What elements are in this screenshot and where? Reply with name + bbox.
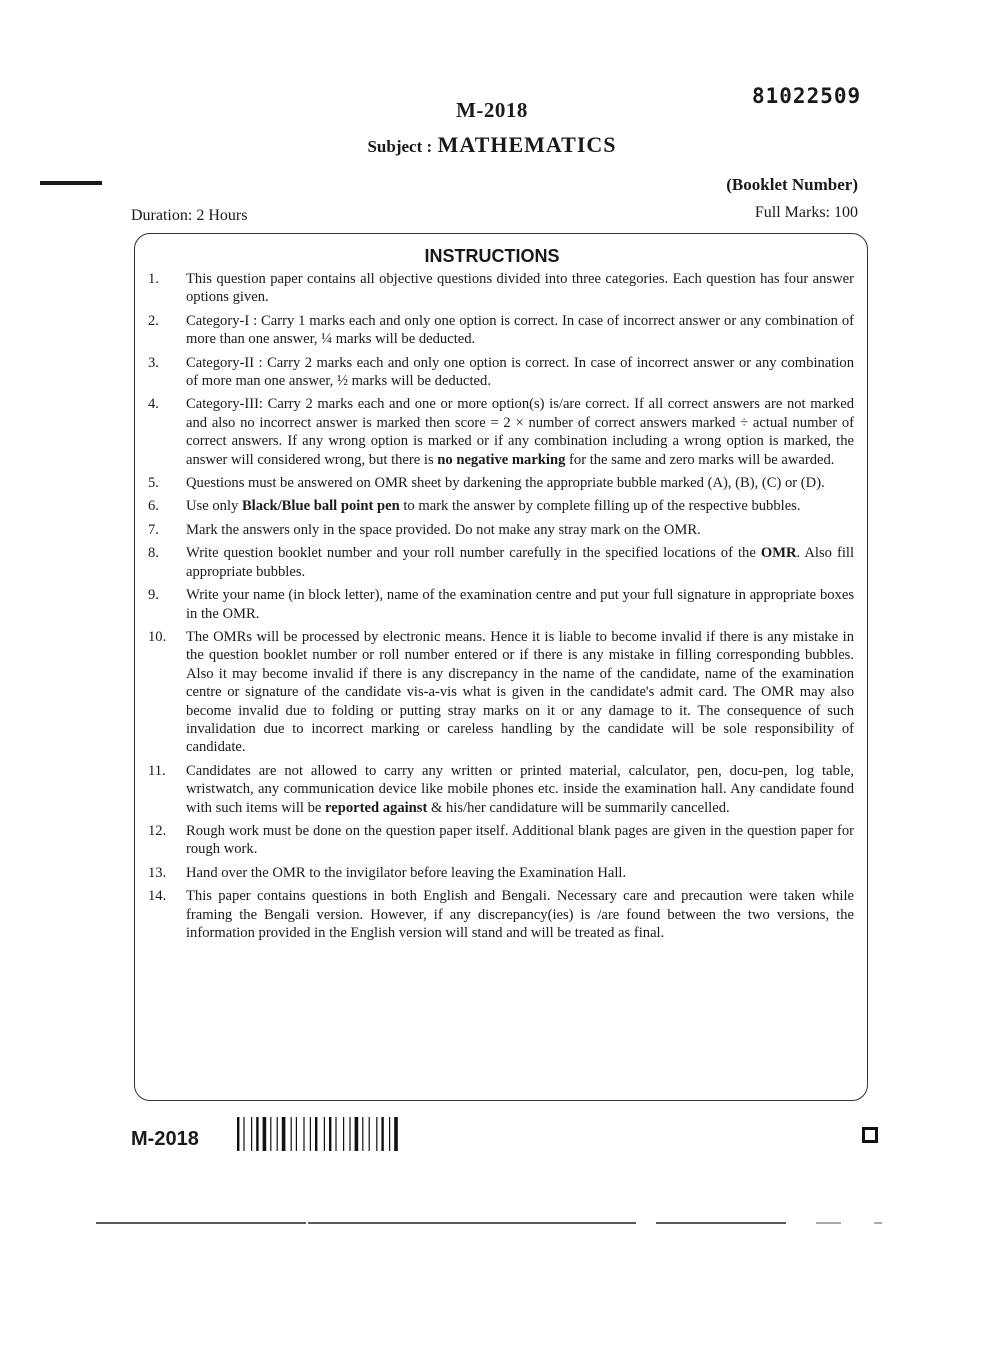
instruction-item [140, 354, 854, 391]
instruction-number: 4. [148, 396, 159, 413]
instruction-text: This paper contains questions in both English and Bengali. Necessary care and precaution were taken while framing the Bengali version. However, if any discrepancy(ies) is /are found between the two versions, the information provided in the English version will stand and will be treated as final. [186, 888, 854, 941]
square-outline-icon [862, 1127, 878, 1143]
instruction-number: 1. [148, 271, 159, 287]
instruction-text: Mark the answers only in the space provided. Do not make any stray mark on the OMR. [186, 521, 701, 538]
instruction-text: This question paper contains all objective questions divided into three categories. Each question has four answer options given. [186, 271, 854, 306]
instruction-emphasis: no negative marking [437, 451, 566, 468]
instruction-text: to mark the answer by complete filling up of the respective bubbles. [399, 498, 801, 515]
instruction-number: 3. [148, 354, 159, 371]
instruction-text: Hand over the OMR to the invigilator before leaving the Examination Hall. [186, 864, 627, 881]
instruction-text: & his/her candidature will be summarily cancelled. [427, 799, 730, 816]
instruction-emphasis: Black/Blue ball point pen [241, 498, 400, 515]
instruction-number: 10. [148, 628, 167, 645]
instruction-number: 5. [148, 475, 159, 492]
instruction-text: Use only [186, 498, 242, 515]
instruction-item [140, 521, 854, 539]
instruction-item [140, 762, 854, 817]
instruction-emphasis: OMR [760, 545, 797, 562]
subject-line [0, 132, 984, 158]
instruction-text: Candidates are not allowed to carry any written or printed material, calculator, pen, docu-pen, log table, wristwatch, any communication device like mobile phones etc. inside the examination hall. Any candidate found with such items will be [186, 762, 854, 816]
booklet-number: 81022509 [752, 84, 862, 108]
instruction-number: 12. [148, 822, 167, 839]
instruction-text: Category-II : Carry 2 marks each and only one option is correct. In case of incorrect answer or any combination of more man one answer, ½ marks will be deducted. [186, 354, 854, 390]
duration: Duration: 2 Hours [131, 207, 248, 224]
instruction-item [140, 544, 854, 581]
instruction-number: 13. [148, 864, 167, 881]
instructions-list [140, 270, 854, 947]
subject-label: Subject : [367, 137, 433, 156]
barcode-icon [237, 1117, 417, 1151]
instruction-item [140, 822, 854, 859]
instruction-item [140, 497, 854, 515]
instruction-item [140, 312, 854, 349]
instruction-item [140, 628, 854, 757]
instruction-number: 8. [148, 545, 159, 562]
instruction-item [140, 887, 854, 942]
footer-exam-code: M-2018 [131, 1128, 199, 1150]
instruction-number: 9. [148, 587, 159, 604]
instruction-text: Category-I : Carry 1 marks each and only one option is correct. In case of incorrect answer or any combination of more than one answer, ¼ marks will be deducted. [186, 312, 854, 348]
subject-value: MATHEMATICS [437, 132, 617, 157]
instruction-item [140, 864, 854, 882]
instruction-text: Write your name (in block letter), name of the examination centre and put your full signature in appropriate boxes in the OMR. [186, 587, 854, 622]
instruction-item [140, 395, 854, 469]
bottom-rule [96, 1221, 882, 1225]
booklet-number-label: (Booklet Number) [726, 175, 858, 194]
instruction-item [140, 586, 854, 623]
instruction-text: for the same and zero marks will be awarded. [565, 451, 835, 468]
margin-dash [40, 181, 102, 185]
instruction-number: 14. [148, 888, 167, 905]
instruction-text: Questions must be answered on OMR sheet by darkening the appropriate bubble marked (A), (B), (C) or (D). [186, 475, 825, 492]
instruction-item [140, 474, 854, 492]
instruction-text: Rough work must be done on the question paper itself. Additional blank pages are given in the question paper for rough work. [186, 822, 854, 858]
instruction-text: Category-III: Carry 2 marks each and one or more option(s) is/are correct. If all correct answers are not marked and also no incorrect answer is marked then score = 2 × number of correct answers marked ÷ actual number of correct answers. If any wrong option is marked or if any combination including a wrong option is marked, the answer will considered wrong, but there is [186, 396, 854, 468]
instruction-number: 11. [148, 762, 166, 779]
instruction-item [140, 270, 854, 307]
instruction-number: 2. [148, 312, 159, 329]
instruction-text: . Also fill appropriate bubbles. [186, 545, 854, 580]
full-marks: Full Marks: 100 [754, 204, 858, 221]
instructions-heading: INSTRUCTIONS [424, 246, 560, 266]
instruction-emphasis: reported against [325, 799, 428, 816]
instruction-text: Write question booklet number and your roll number carefully in the specified locations of the [186, 545, 761, 562]
instruction-number: 7. [148, 521, 159, 538]
exam-code: M-2018 [456, 98, 528, 122]
instruction-text: The OMRs will be processed by electronic means. Hence it is liable to become invalid if there is any mistake in the question booklet number or roll number entered or if there is any mistake in filling corresponding bubbles. Also it may become invalid if there is any discrepancy in the name of the candidate, name of the examination centre or signature of the candidate vis-a-vis what is given in the candidate's admit card. The OMR may also become invalid due to folding or putting stray marks on it or any damage to it. The consequence of such invalidation due to incorrect marking or careless handling by the candidate will be sole responsibility of candidate. [186, 628, 854, 756]
instruction-number: 6. [148, 498, 159, 515]
